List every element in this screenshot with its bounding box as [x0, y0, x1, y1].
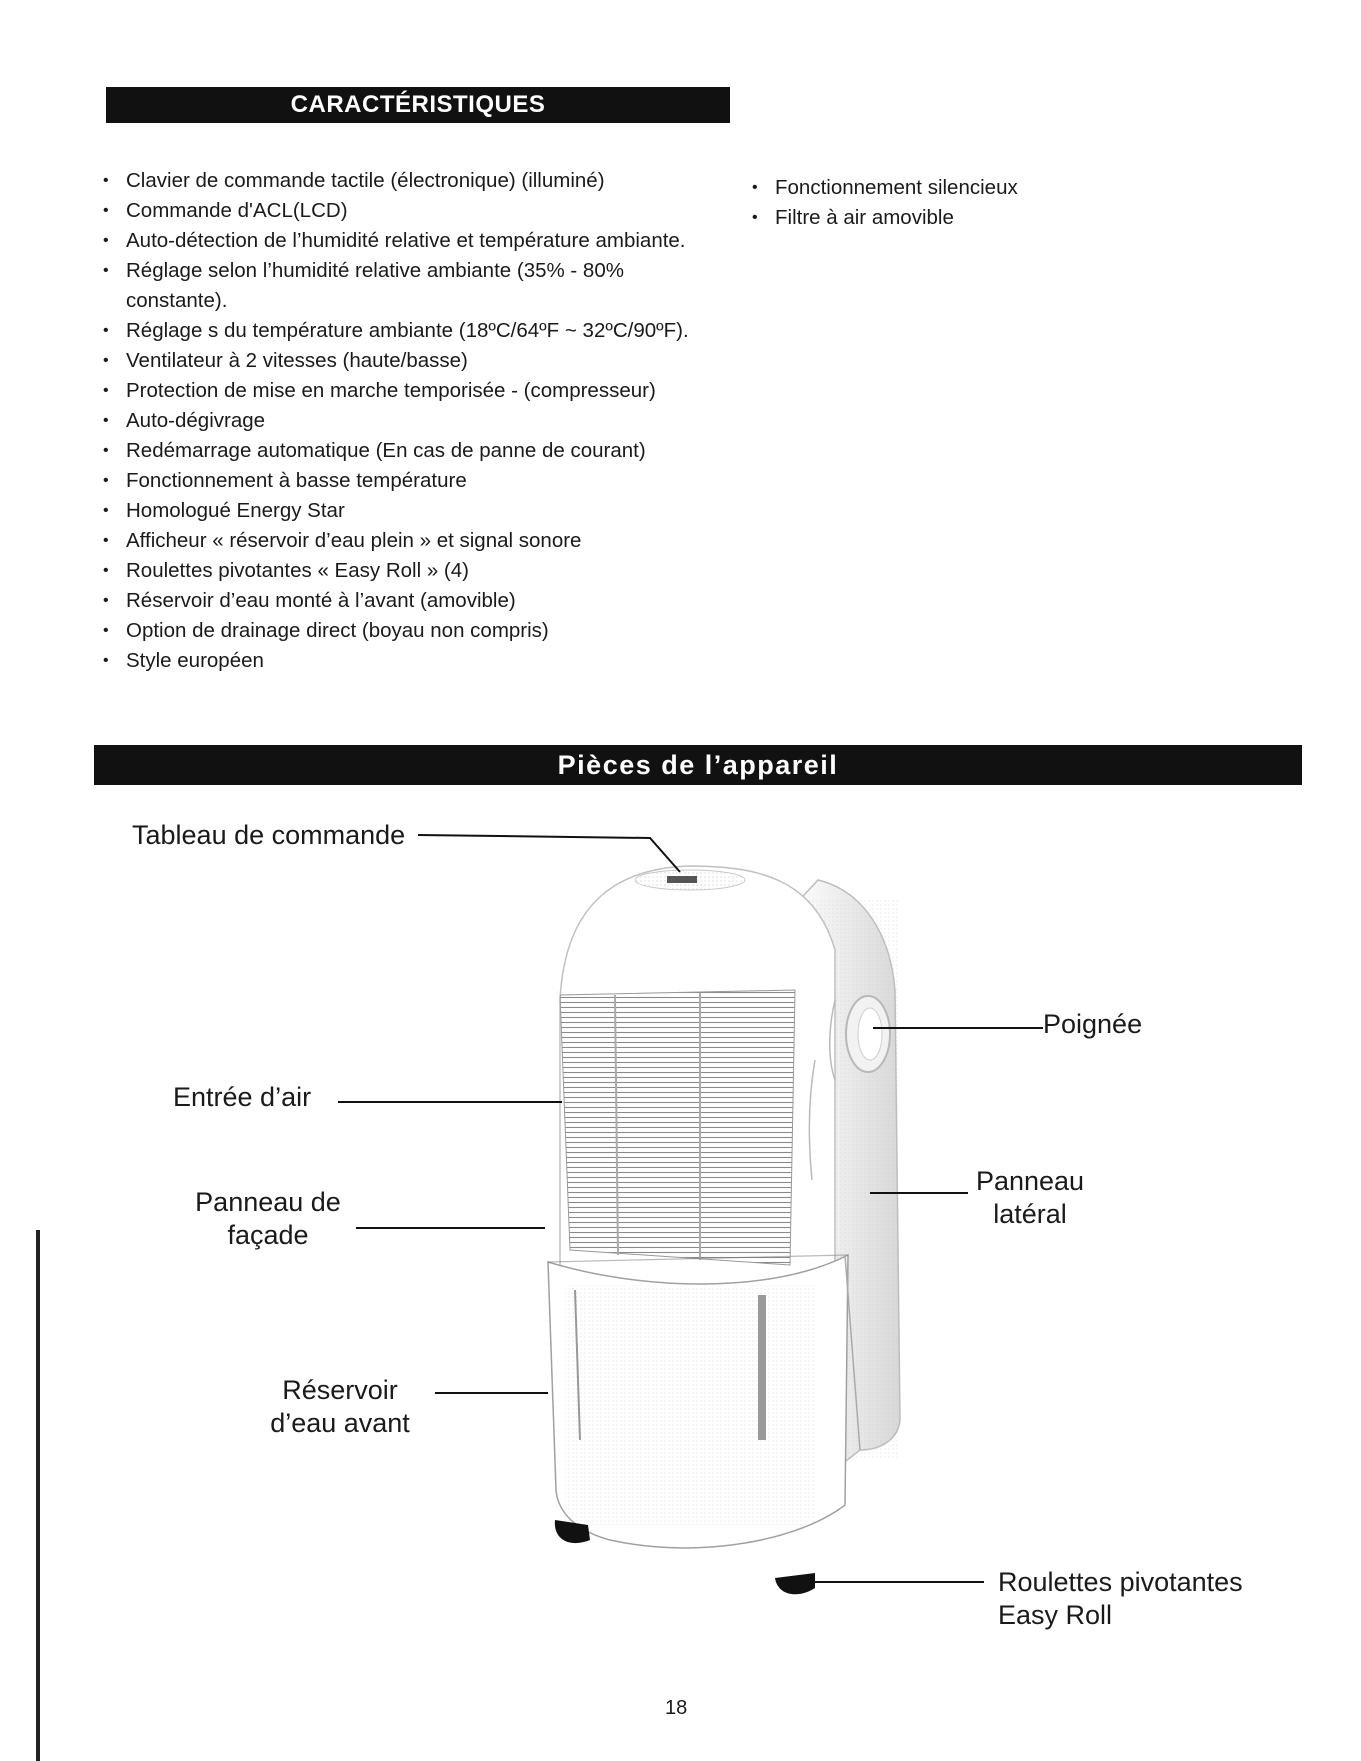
- label-front-panel: Panneau de façade: [195, 1187, 341, 1250]
- list-item: • Réglage selon l’humidité relative ambiante (35% - 80% constante).: [98, 256, 718, 316]
- list-item: • Auto-détection de l’humidité relative et température ambiante.: [98, 226, 718, 256]
- list-item: • Protection de mise en marche temporisée - (compresseur): [98, 376, 718, 406]
- page-margin-rule: [36, 1230, 40, 1761]
- list-item: • Style européen: [98, 646, 718, 676]
- label-water-tank: Réservoir d’eau avant: [270, 1375, 410, 1438]
- parts-section-title: Pièces de l’appareil: [557, 749, 839, 780]
- air-inlet-grill: [560, 990, 795, 1265]
- list-item: • Réservoir d’eau monté à l’avant (amovible): [98, 586, 718, 616]
- list-item: • Réglage s du température ambiante (18ºC/64ºF ~ 32ºC/90ºF).: [98, 316, 718, 346]
- list-item: • Roulettes pivotantes « Easy Roll » (4): [98, 556, 718, 586]
- list-item: • Auto-dégivrage: [98, 406, 718, 436]
- label-casters: Roulettes pivotantes Easy Roll: [998, 1567, 1243, 1630]
- list-item: • Fonctionnement silencieux: [747, 173, 1167, 203]
- leader-control-panel: [418, 835, 680, 872]
- list-item: • Ventilateur à 2 vitesses (haute/basse): [98, 346, 718, 376]
- control-panel-display: [667, 876, 697, 883]
- caster-right: [775, 1573, 815, 1594]
- list-item: • Redémarrage automatique (En cas de panne de courant): [98, 436, 718, 466]
- list-item: • Homologué Energy Star: [98, 496, 718, 526]
- list-item: • Option de drainage direct (boyau non compris): [98, 616, 718, 646]
- label-control-panel: Tableau de commande: [132, 820, 406, 850]
- list-item: • Clavier de commande tactile (électronique) (illuminé): [98, 166, 718, 196]
- list-item: • Fonctionnement à basse température: [98, 466, 718, 496]
- features-section-title: CARACTÉRISTIQUES: [290, 91, 546, 118]
- list-item: • Commande d'ACL(LCD): [98, 196, 718, 226]
- page-number: 18: [665, 1697, 688, 1719]
- label-side-panel: Panneau latéral: [975, 1166, 1085, 1229]
- label-handle: Poignée: [1043, 1009, 1143, 1039]
- label-air-inlet: Entrée d’air: [173, 1082, 312, 1112]
- list-item: • Filtre à air amovible: [747, 203, 1167, 233]
- list-item: • Afficheur « réservoir d’eau plein » et signal sonore: [98, 526, 718, 556]
